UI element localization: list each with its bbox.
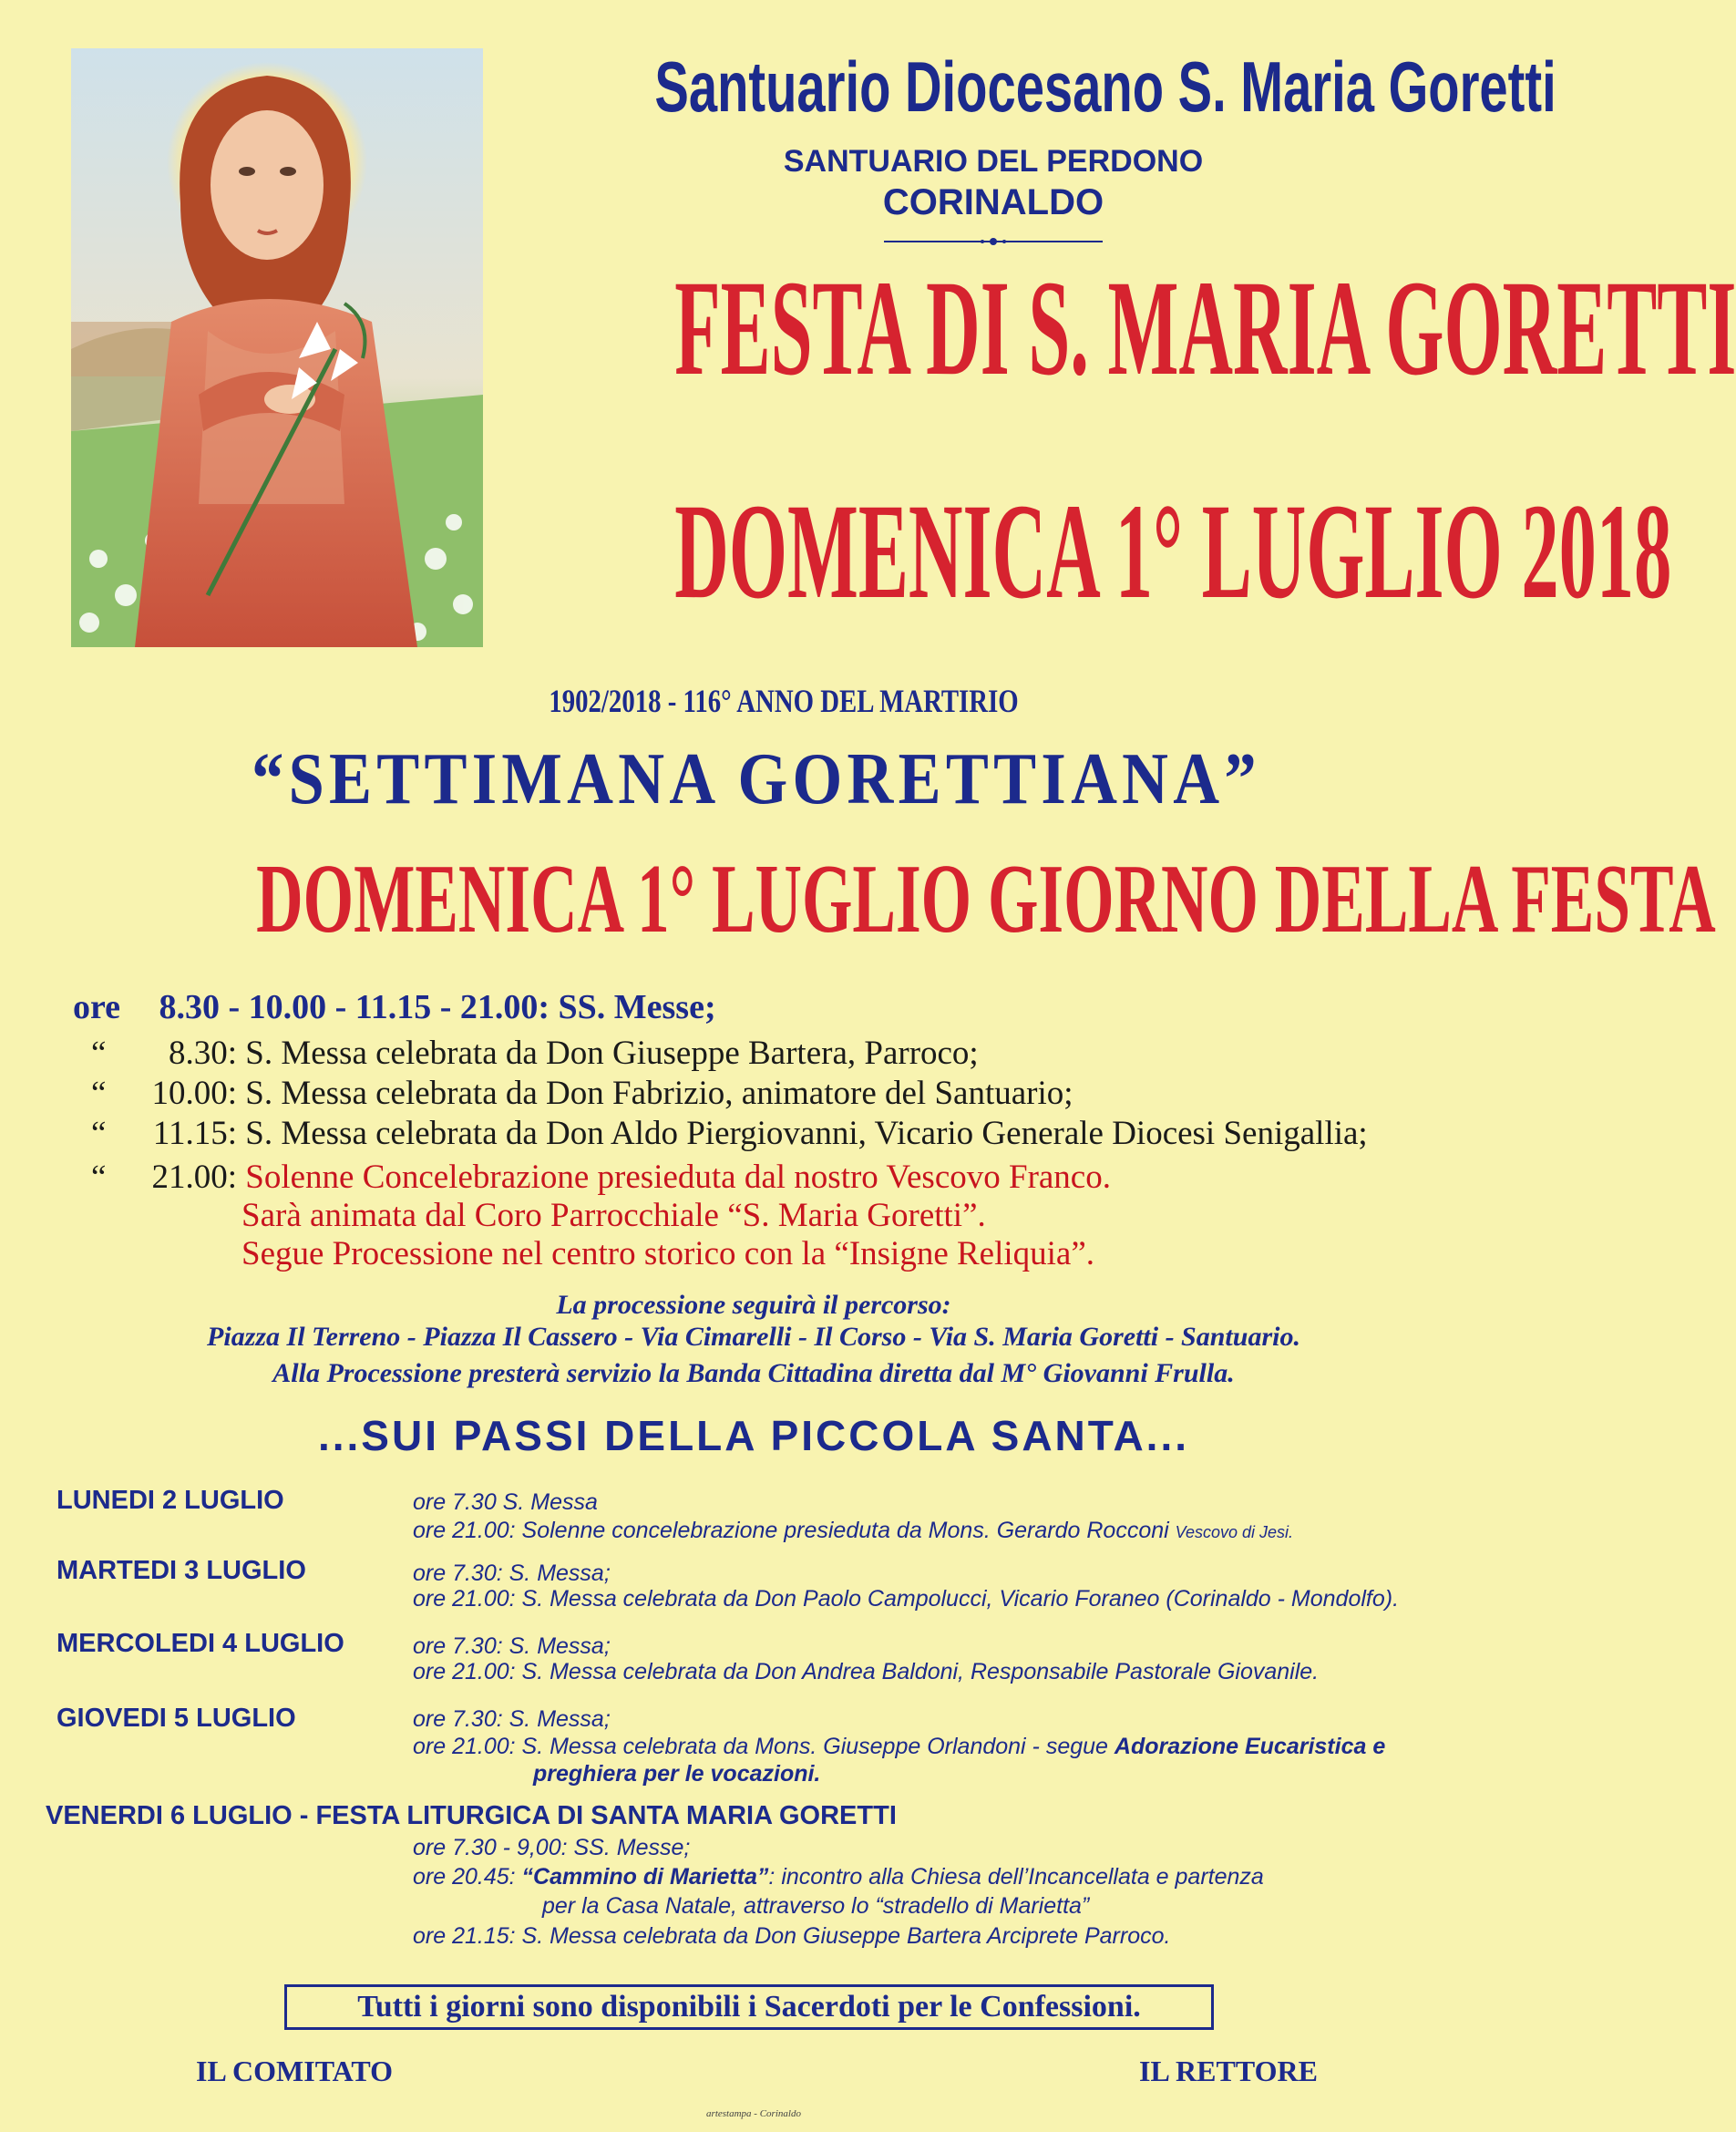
ditto-mark: “ [91, 1115, 107, 1152]
event-line: ore 21.00: S. Messa celebrata da Don Paolo Campolucci, Vicario Foraneo (Corinaldo - Mondolfo). [413, 1586, 1400, 1612]
schedule-row [91, 1074, 1073, 1113]
schedule-time: 11.15: [152, 1115, 237, 1152]
signature-rector: IL RETTORE [1139, 2055, 1318, 2087]
day-heading: MERCOLEDI 4 LUGLIO [56, 1629, 344, 1658]
event-line: ore 7.30: S. Messa; [413, 1560, 611, 1586]
event-line [533, 1761, 820, 1787]
feast-date: DOMENICA 1° LUGLIO 2018 [674, 476, 1672, 627]
schedule-text: S. Messa celebrata da Don Aldo Piergiovanni, Vicario Generale Diocesi Senigallia; [245, 1115, 1368, 1152]
day-heading: LUNEDI 2 LUGLIO [56, 1486, 284, 1515]
event-line: ore 7.30: S. Messa; [413, 1633, 611, 1659]
event-line: ore 21.00: S. Messa celebrata da Don Andrea Baldoni, Responsabile Pastorale Giovanile. [413, 1659, 1320, 1684]
header-divider-ornament [884, 235, 1103, 248]
event-line: ore 7.30 S. Messa [413, 1489, 598, 1515]
event-line: per la Casa Natale, attraverso lo “stradello di Marietta” [542, 1893, 1090, 1919]
event-time: ore 20.45: [413, 1864, 516, 1890]
schedule-time: 10.00: [151, 1075, 237, 1112]
feast-day-title: DOMENICA 1° LUGLIO GIORNO DELLA FESTA [256, 845, 1716, 953]
evening-note: Segue Processione nel centro storico con la “Insigne Reliquia”. [241, 1235, 1095, 1272]
sanctuary-town: CORINALDO [882, 182, 1104, 222]
anniversary-line: 1902/2018 - 116° ANNO DEL MARTIRIO [549, 683, 1019, 719]
ditto-mark: “ [91, 1075, 107, 1112]
event-note: Vescovo di Jesi. [1175, 1523, 1294, 1541]
event-line [413, 1734, 1385, 1760]
sanctuary-subtitle: SANTUARIO DEL PERDONO [783, 144, 1204, 179]
event-line [413, 1518, 1293, 1544]
day-heading: MARTEDI 3 LUGLIO [56, 1556, 306, 1585]
schedule-row [91, 1114, 1368, 1153]
day-heading: GIOVEDI 5 LUGLIO [56, 1704, 296, 1733]
event-highlight: “Cammino di Marietta” [521, 1864, 769, 1890]
event-line: ore 7.30: S. Messa; [413, 1706, 611, 1732]
steps-title: ...SUI PASSI DELLA PICCOLA SANTA... [317, 1412, 1190, 1459]
sunday-masses-summary [73, 987, 716, 1027]
event-text: : incontro alla Chiesa dell’Incancellata e partenza [768, 1864, 1264, 1890]
procession-intro: La processione seguirà il percorso: [556, 1290, 951, 1320]
day-heading: VENERDI 6 LUGLIO - FESTA LITURGICA DI SANTA MARIA GORETTI [46, 1801, 897, 1830]
event-line [413, 1864, 1264, 1890]
masses-times: 8.30 - 10.00 - 11.15 - 21.00: SS. Messe; [159, 988, 716, 1026]
event-line: ore 21.15: S. Messa celebrata da Don Giuseppe Bartera Arciprete Parroco. [413, 1923, 1171, 1949]
schedule-text: Solenne Concelebrazione presieduta dal nostro Vescovo Franco. [245, 1159, 1111, 1196]
printer-credit: artestampa - Corinaldo [706, 2108, 801, 2119]
event-text: ore 21.00: Solenne concelebrazione presieduta da Mons. Gerardo Rocconi [413, 1518, 1169, 1543]
procession-band: Alla Processione presterà servizio la Banda Cittadina diretta dal M° Giovanni Frulla. [272, 1358, 1235, 1388]
ditto-mark: “ [91, 1159, 107, 1196]
sanctuary-title: Santuario Diocesano S. Maria Goretti [654, 46, 1556, 127]
procession-route: Piazza Il Terreno - Piazza Il Cassero - Via Cimarelli - Il Corso - Via S. Maria Goretti - Santuario. [207, 1322, 1300, 1352]
saint-maria-goretti-image [71, 48, 483, 647]
schedule-row [91, 1034, 979, 1073]
masses-label: ore [73, 988, 121, 1026]
saint-illustration [71, 48, 483, 647]
schedule-text: S. Messa celebrata da Don Giuseppe Bartera, Parroco; [245, 1035, 979, 1072]
evening-note: Sarà animata dal Coro Parrocchiale “S. Maria Goretti”. [241, 1197, 986, 1234]
schedule-row [91, 1158, 1111, 1197]
event-line: ore 7.30 - 9,00: SS. Messe; [413, 1835, 691, 1860]
ditto-mark: “ [91, 1035, 107, 1072]
week-title: “SETTIMANA GORETTIANA” [252, 739, 1261, 819]
event-text: ore 21.00: S. Messa celebrata da Mons. Giuseppe Orlandoni - segue [413, 1734, 1108, 1759]
event-highlight: Adorazione Eucaristica e [1114, 1734, 1386, 1759]
event-highlight: preghiera per le vocazioni. [533, 1761, 821, 1787]
signature-committee: IL COMITATO [196, 2055, 394, 2087]
schedule-time: 21.00: [151, 1159, 237, 1196]
schedule-text: S. Messa celebrata da Don Fabrizio, animatore del Santuario; [245, 1075, 1073, 1112]
schedule-time: 8.30: [168, 1035, 237, 1072]
feast-title: FESTA DI S. MARIA GORETTI [674, 252, 1736, 404]
confessions-notice: Tutti i giorni sono disponibili i Sacerdoti per le Confessioni. [284, 1984, 1214, 2030]
